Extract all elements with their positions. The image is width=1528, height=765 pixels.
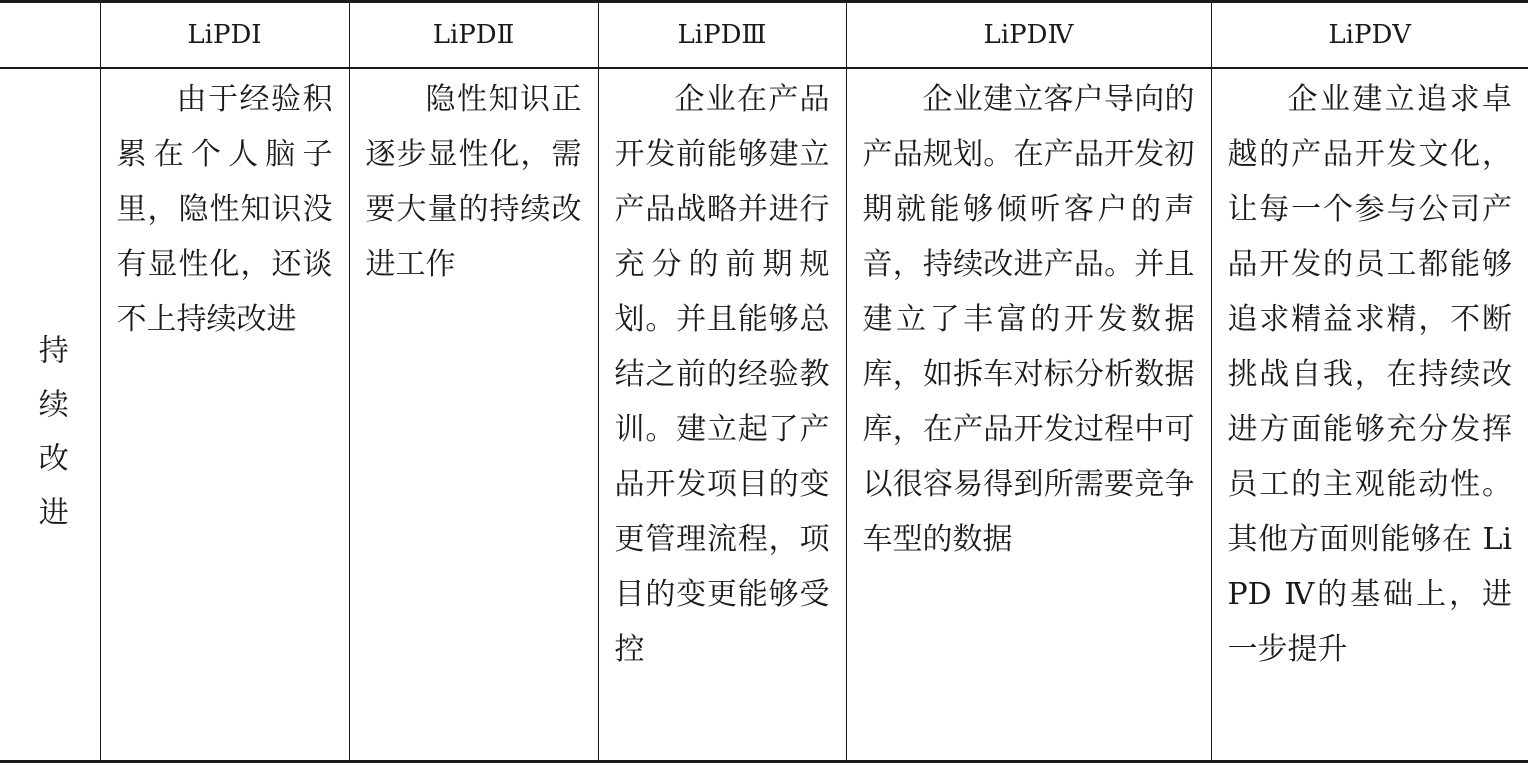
cell-lipd-4-text: 企业建立客户导向的产品规划。在产品开发初期就能够倾听客户的声音，持续改进产品。并且建立了丰富的开发数据库，如拆车对标分析数据库，在产品开发过程中可以很容易得到所需要竞争车型的数据 <box>862 81 1195 557</box>
cell-lipd-1 <box>100 68 349 762</box>
table-row <box>0 68 1528 762</box>
cell-lipd-3 <box>598 68 846 762</box>
cell-lipd-4 <box>846 68 1211 762</box>
row-label: 持续改进 <box>32 334 68 551</box>
cell-lipd-2-text: 隐性知识正逐步显性化，需要大量的持续改进工作 <box>365 81 582 282</box>
cell-lipd-3-text: 企业在产品开发前能够建立产品战略并进行充分的前期规划。并且能够总结之前的经验教训。建立起了产品开发项目的变更管理流程，项目的变更能够受控 <box>614 81 830 667</box>
cell-lipd-1-text: 由于经验积累在个人脑子里，隐性知识没有显性化，还谈不上持续改进 <box>116 81 333 337</box>
cell-lipd-5-text: 企业建立追求卓越的产品开发文化，让每一个参与公司产品开发的员工都能够追求精益求精，不断挑战自我，在持续改进方面能够充分发挥员工的主观能动性。其他方面则能够在 LiPD Ⅳ的基础上，进一步提升 <box>1227 81 1512 667</box>
cell-lipd-5 <box>1211 68 1528 762</box>
header-lipd-1: LiPDⅠ <box>100 2 349 68</box>
cell-lipd-2 <box>349 68 598 762</box>
header-lipd-4: LiPDⅣ <box>846 2 1211 68</box>
table-body <box>0 68 1528 762</box>
row-label-cell <box>0 68 100 762</box>
header-lipd-3: LiPDⅢ <box>598 2 846 68</box>
header-lipd-5: LiPDⅤ <box>1211 2 1528 68</box>
header-corner-cell <box>0 2 100 68</box>
header-lipd-2: LiPDⅡ <box>349 2 598 68</box>
header-row <box>0 2 1528 68</box>
table-header <box>0 2 1528 68</box>
